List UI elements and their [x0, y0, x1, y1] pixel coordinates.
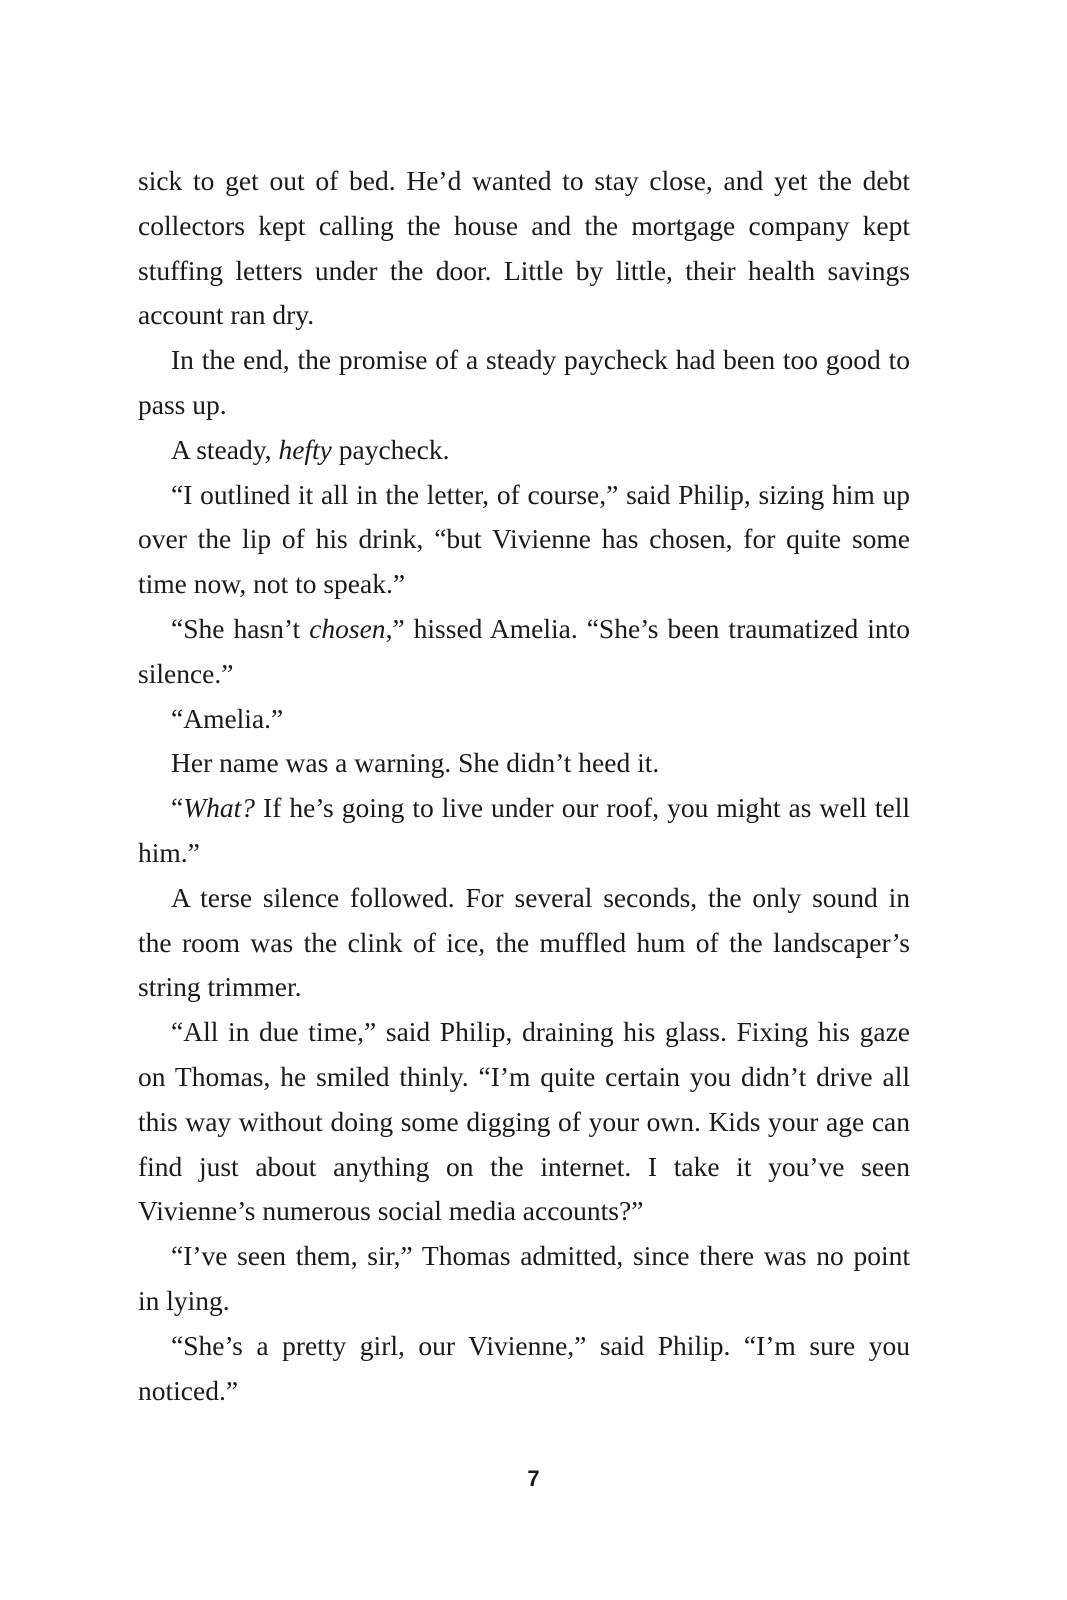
text-segment: “She’s a pretty girl, our Vivienne,” said Philip. “I’m sure you noticed.” — [138, 1329, 910, 1406]
paragraph — [138, 428, 910, 473]
text-segment: In the end, the promise of a steady paycheck had been too good to pass up. — [138, 344, 910, 420]
italic-text: What? — [183, 792, 256, 824]
text-segment: Her name was a warning. She didn’t heed it. — [171, 747, 660, 779]
paragraph — [138, 1234, 910, 1324]
text-segment: A terse silence followed. For several seconds, the only sound in the room was the clink of ice, the muffled hum of the landscaper’s string trimmer. — [138, 881, 910, 1003]
text-segment: sick to get out of bed. He’d wanted to stay close, and yet the debt collectors kept calling the house and the mortgage company kept stuffing letters under the door. Little by little, their health savings account ran dry. — [138, 165, 910, 331]
text-segment: “Amelia.” — [171, 702, 284, 734]
italic-text: hefty — [278, 433, 332, 465]
text-segment: “All in due time,” said Philip, draining his glass. Fixing his gaze on Thomas, he smiled thinly. “I’m quite certain you didn’t drive all this way without doing some digging of your own. Kids your age can find just about anything on the internet. I take it you’ve seen Vivienne’s numerous social media accounts?” — [138, 1016, 910, 1227]
text-segment: “ — [171, 792, 184, 824]
page-number: 7 — [527, 1466, 540, 1491]
text-segment: “I outlined it all in the letter, of course,” said Philip, sizing him up over the lip of his drink, “but Vivienne has chosen, for quite some time now, not to speak.” — [138, 478, 910, 600]
paragraph — [138, 607, 910, 697]
body-text — [138, 159, 910, 1413]
paragraph — [138, 1010, 910, 1234]
paragraph — [138, 741, 910, 786]
paragraph — [138, 338, 910, 428]
paragraph — [138, 473, 910, 607]
text-segment: ,” hissed Amelia. “She’s been traumatized into silence.” — [138, 612, 910, 689]
text-segment: “I’ve seen them, sir,” Thomas admitted, since there was no point in lying. — [138, 1240, 910, 1316]
paragraph — [138, 697, 910, 742]
paragraph — [138, 786, 910, 876]
text-segment: “She hasn’t — [171, 612, 310, 644]
paragraph — [138, 159, 910, 338]
text-segment: If he’s going to live under our roof, you might as well tell him.” — [138, 792, 910, 868]
paragraph — [138, 1324, 910, 1414]
text-segment: paycheck. — [331, 433, 450, 465]
text-segment: A steady, — [171, 433, 279, 465]
italic-text: chosen — [309, 612, 386, 644]
paragraph — [138, 876, 910, 1010]
